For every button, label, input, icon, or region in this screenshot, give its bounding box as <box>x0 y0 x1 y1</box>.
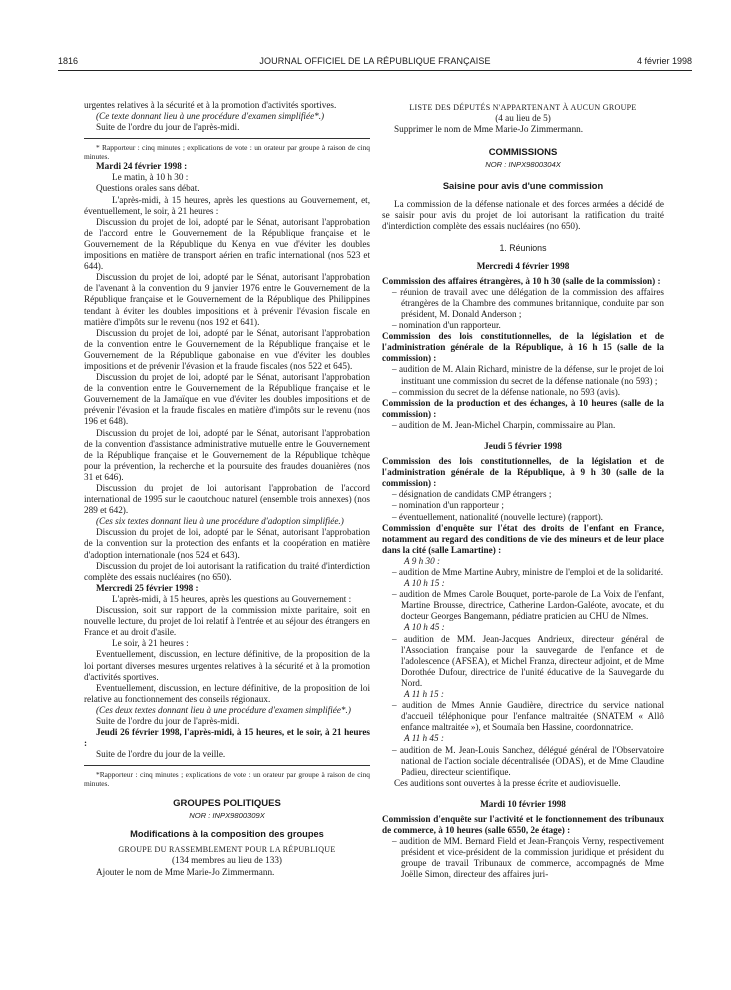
nor-code: NOR : INPX9800309X <box>189 811 265 821</box>
agenda-item: Discussion du projet de loi, adopté par le Sénat, autorisant l'approbation de l'accord entre le Gouvernement de la République française et le Gouvernement de la République du Kenya en vue d'éviter les doubles impositions en matière de transport aérien en trafic international (nos 523 et 644). <box>84 216 370 272</box>
list-item: – nomination d'un rapporteur ; <box>392 500 504 511</box>
commission-title: Commission d'enquête sur l'état des droits de l'enfant en France, notamment au regard des conditions de vie des mineurs et de leur place dans la cité (salle Lamartine) : <box>382 522 664 555</box>
agenda-item: Discussion du projet de loi autorisant l'approbation de l'accord international de 1995 sur le caoutchouc naturel (ensemble trois annexes) (nos 289 et 642). <box>84 483 370 516</box>
list-item: – désignation de candidats CMP étrangers ; <box>392 489 552 500</box>
list-item: – audition de M. Alain Richard, ministre de la défense, sur le projet de loi instituant une commission du secret de la défense nationale (no 593) ; <box>392 364 664 386</box>
hearing-item: – audition de Mmes Carole Bouquet, porte-parole de La Voix de l'enfant, Martine Brousse, directrice, Catherine Lardon-Galéote, avocate, et du docteur Georges Bangemann, pédiatre praticien au CHU de Nîmes. <box>392 589 664 622</box>
page-header <box>58 56 692 70</box>
nor-reference <box>382 160 664 169</box>
paragraph: Questions orales sans débat. <box>96 183 200 194</box>
group-count: (134 membres au lieu de 133) <box>172 855 282 866</box>
paragraph: Suite de l'ordre du jour de l'après-midi. <box>96 715 240 726</box>
procedure-note: (Ces deux textes donnant lieu à une procédure d'examen simplifiée*.) <box>96 704 351 715</box>
agenda-item: Eventuellement, discussion, en lecture définitive, de la proposition de la loi portant diverses mesures urgentes relatives à la sécurité et à la promotion d'activités sportives. <box>84 649 370 682</box>
agenda-item: Eventuellement, discussion, en lecture définitive, de la proposition de loi relative au fonctionnement des conseils régionaux. <box>84 682 370 704</box>
paragraph: La commission de la défense nationale et des forces armées a décidé de se saisir pour avis du projet de loi autorisant la ratification du traité d'interdiction complète des essais nucléaires (no 650). <box>382 199 664 232</box>
commission-title: Commission de la production et des échanges, à 10 heures (salle de la commission) : <box>382 397 664 419</box>
subsection-heading: 1. Réunions <box>499 242 547 253</box>
paragraph: Suite de l'ordre du jour de la veille. <box>96 749 226 760</box>
divider <box>84 765 370 766</box>
hearing-item: – audition de Mmes Annie Gaudière, directrice du service national d'accueil téléphonique pour l'enfance maltraitée (SNATEM « Allô enfance maltraitée »), et Soumaïa ben Hassine, coordonnatrice. <box>392 700 664 733</box>
paragraph: Ces auditions sont ouvertes à la presse écrite et audiovisuelle. <box>394 777 621 788</box>
footnote: * Rapporteur : cinq minutes ; explications de vote : un orateur par groupe à raison de cinq minutes. <box>84 143 370 162</box>
session-time: L'après-midi, à 15 heures, après les questions au Gouvernement, et, éventuellement, le soir, à 21 heures : <box>84 194 370 216</box>
hearing-time: A 11 h 45 : <box>404 733 444 744</box>
jeudi26-text: Jeudi 26 février 1998, l'après-midi, à 15 heures, et le soir, à 21 heures : <box>84 727 370 749</box>
agenda-item: Discussion du projet de loi, adopté par le Sénat, autorisant l'approbation de la convention sur la protection des enfants et la coopération en matière d'adoption internationale (nos 524 et 643). <box>84 527 370 560</box>
agenda-item: Discussion du projet de loi, adopté par le Sénat, autorisant l'approbation de la convention entre le Gouvernement de la République française et le Gouvernement de la Jamaïque en vue d'éviter les doubles impositions et de prévenir l'évasion et la fraude fiscales en matière d'impôts sur le revenu (nos 196 et 648). <box>84 372 370 427</box>
list-count: (4 au lieu de 5) <box>495 113 551 124</box>
paragraph: Ajouter le nom de Mme Marie-Jo Zimmermann. <box>96 866 275 877</box>
commission-title: Commission des affaires étrangères, à 10 h 30 (salle de la commission) : <box>382 275 661 286</box>
commissions-heading: COMMISSIONS <box>488 147 558 159</box>
hearing-item: – audition de M. Jean-Louis Sanchez, délégué général de l'Observatoire national de l'action sociale décentralisée (ODAS), et de Mme Claudine Padieu, directeur scientifique. <box>392 744 664 777</box>
header-rule <box>58 70 692 71</box>
day-heading: Mardi 10 février 1998 <box>480 798 566 809</box>
right-column <box>382 100 664 881</box>
hearing-time: A 11 h 15 : <box>404 689 444 700</box>
day-heading: Mercredi 25 février 1998 : <box>96 582 199 593</box>
hearing-time: A 10 h 45 : <box>404 622 445 633</box>
journal-title: JOURNAL OFFICIEL DE LA RÉPUBLIQUE FRANÇAISE <box>259 56 491 66</box>
paragraph: Suite de l'ordre du jour de l'après-midi. <box>96 122 240 133</box>
agenda-item: Discussion, soit sur rapport de la commission mixte paritaire, soit en nouvelle lecture, du projet de loi relatif à l'entrée et au séjour des étrangers en France et au droit d'asile. <box>84 605 370 638</box>
agenda-list <box>382 489 664 522</box>
group-name: GROUPE DU RASSEMBLEMENT POUR LA RÉPUBLIQUE <box>118 845 336 855</box>
agenda-list <box>382 420 664 431</box>
page-number: 1816 <box>58 56 79 66</box>
footnote: *Rapporteur : cinq minutes ; explications de vote : un orateur par groupe à raison de cinq minutes. <box>84 770 370 789</box>
agenda-list <box>382 364 664 397</box>
groupes-heading: GROUPES POLITIQUES <box>173 798 281 810</box>
day-heading <box>84 727 370 749</box>
list-item: – réunion de travail avec une délégation de la commission des affaires étrangères de la Chambre des communes britannique, conduite par son président, M. Donald Anderson ; <box>392 286 664 319</box>
agenda-item: Discussion du projet de loi autorisant la ratification du traité d'interdiction complète des essais nucléaires (no 650). <box>84 560 370 582</box>
hearing-time: A 9 h 30 : <box>404 555 441 566</box>
list-item: – éventuellement, nationalité (nouvelle lecture) (rapport). <box>392 511 603 522</box>
hearing-item: – audition de MM. Jean-Jacques Andrieux, directeur général de l'Association française pour la sauvegarde de l'enfance et de l'adolescence (AFSEA), et Michel Franza, directeur adjoint, et de Mme Dorothée Dufour, directrice de l'unité éducative de la Sauvegarde du Nord. <box>392 633 664 688</box>
nor-reference <box>84 811 370 820</box>
issue-date: 4 février 1998 <box>636 56 692 66</box>
procedure-note: (Ce texte donnant lieu à une procédure d'examen simplifiée*.) <box>96 111 325 122</box>
paragraph: Supprimer le nom de Mme Marie-Jo Zimmermann. <box>394 124 584 135</box>
session-time: L'après-midi, à 15 heures, après les questions au Gouvernement : <box>112 593 352 604</box>
agenda-item: Discussion du projet de loi, adopté par le Sénat, autorisant l'approbation de la convention entre le Gouvernement de la République française et le Gouvernement de la République gabonaise en vue d'éviter les doubles impositions et de prévenir l'évasion et la fraude fiscales (nos 522 et 645). <box>84 327 370 371</box>
list-heading: LISTE DES DÉPUTÉS N'APPARTENANT À AUCUN GROUPE <box>409 103 637 112</box>
session-time: Le soir, à 21 heures : <box>112 638 189 649</box>
list-item: – audition de M. Jean-Michel Charpin, commissaire au Plan. <box>392 419 616 430</box>
day-heading: Jeudi 5 février 1998 <box>484 440 562 451</box>
list-item: – nomination d'un rapporteur. <box>392 320 501 331</box>
divider <box>84 138 370 139</box>
paragraph: urgentes relatives à la sécurité et à la promotion d'activités sportives. <box>84 100 337 110</box>
left-column <box>84 100 370 878</box>
procedure-note: (Ces six textes donnant lieu à une procédure d'adoption simplifiée.) <box>96 516 344 527</box>
commission-title: Commission des lois constitutionnelles, de la législation et de l'administration générale de la République, à 9 h 30 (salle de la commission) : <box>382 456 664 489</box>
agenda-item: Discussion du projet de loi, adopté par le Sénat, autorisant l'approbation de la convention d'assistance administrative mutuelle entre le Gouvernement de la République française et le Gouvernement de la République tchèque pour la prévention, la recherche et la poursuite des fraudes douanières (nos 31 et 646). <box>84 427 370 482</box>
commission-title: Commission des lois constitutionnelles, de la législation et de l'administration générale de la République, à 16 h 15 (salle de la commission) : <box>382 331 664 364</box>
section-heading: Saisine pour avis d'une commission <box>442 181 604 192</box>
hearing-item: – audition de Mme Martine Aubry, ministre de l'emploi et de la solidarité. <box>392 567 664 577</box>
session-time: Le matin, à 10 h 30 : <box>112 172 189 183</box>
agenda-list <box>382 287 664 331</box>
list-item: – commission du secret de la défense nationale, no 593 (avis). <box>392 386 621 397</box>
agenda-item: Discussion du projet de loi, adopté par le Sénat, autorisant l'approbation de l'avenant à la convention du 9 janvier 1976 entre le Gouvernement de la République française et le Gouvernement de la République des Philippines tendant à éviter les doubles impositions et à prévenir l'évasion fiscale en matière d'impôts sur le revenu (nos 192 et 641). <box>84 272 370 327</box>
hearing-time: A 10 h 15 : <box>404 578 445 589</box>
section-heading: Modifications à la composition des groupes <box>130 829 324 840</box>
hearing-item: – audition de MM. Bernard Field et Jean-François Verny, respectivement président et vice-président de la commission juridique et président du groupe de travail Tribunaux de commerce, accompagnés de Mme Joëlle Simon, directeur des affaires juri- <box>392 836 664 880</box>
day-heading: Mardi 24 février 1998 : <box>96 161 188 172</box>
nor-code: NOR : INPX9800304X <box>485 160 561 170</box>
day-heading: Mercredi 4 février 1998 <box>476 260 570 271</box>
hearing-schedule <box>382 556 664 778</box>
commission-title: Commission d'enquête sur l'activité et le fonctionnement des tribunaux de commerce, à 10 heures (salle 6550, 2e étage) : <box>382 813 664 836</box>
